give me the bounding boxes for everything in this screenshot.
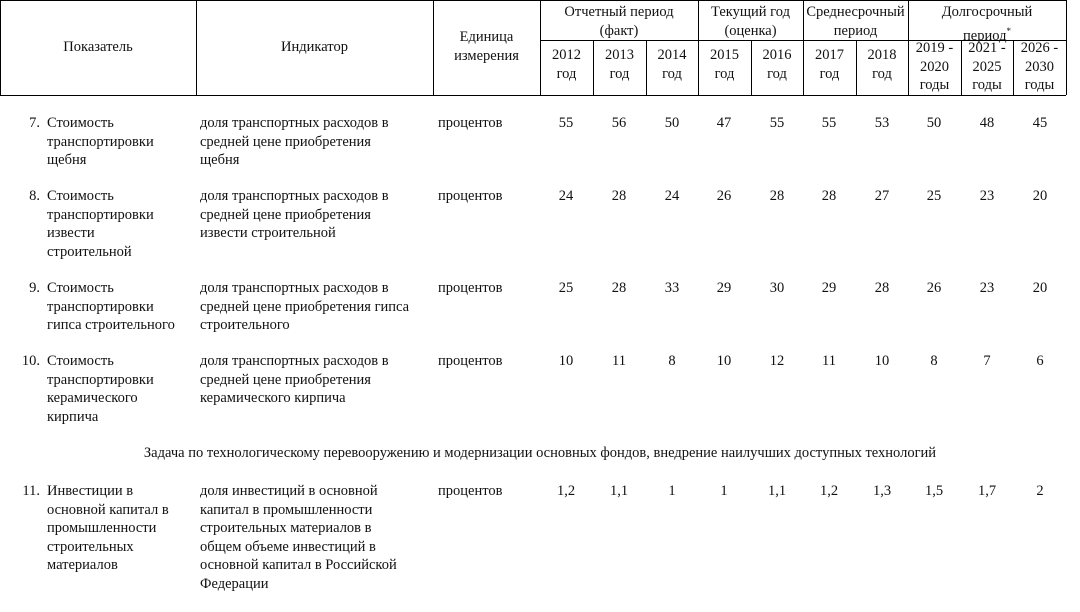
row-indicator-line: капитал в промышленности [200, 501, 373, 518]
row-indicator-line: средней цене приобретения [200, 371, 371, 388]
header-group-line1: Долгосрочный [941, 4, 1033, 20]
row-name-line: Стоимость [47, 353, 114, 369]
header-group-current [698, 3, 803, 40]
header-year-top: 2013 [605, 47, 634, 63]
row-value: 8 [668, 353, 676, 369]
row-unit: процентов [438, 188, 503, 204]
header-year-bottom: год [609, 65, 630, 82]
row-value: 25 [558, 280, 574, 296]
row-name [47, 482, 169, 575]
row-value: 48 [979, 115, 995, 131]
row-name [47, 279, 175, 335]
header-top-border [0, 0, 1066, 1]
row-name-line: промышленности [47, 520, 157, 536]
row-value: 47 [716, 115, 732, 131]
row-name [47, 187, 154, 261]
row-value: 24 [558, 188, 574, 204]
row-value: 25 [926, 188, 942, 204]
row-value: 26 [926, 280, 942, 296]
header-year-bottom: год [819, 65, 840, 82]
row-value: 53 [874, 115, 890, 131]
header-group-actual [540, 3, 698, 40]
header-indicator-name: Показатель [63, 39, 133, 55]
row-value: 27 [874, 188, 890, 204]
header-group-line2: (оценка) [724, 22, 777, 39]
row-name-line: Стоимость [47, 280, 114, 296]
row-indicator [200, 187, 389, 243]
row-name [47, 114, 154, 170]
header-year-mid: 2020 [920, 58, 949, 75]
row-name-line: извести [47, 225, 95, 241]
header-year-top: 2026 - [1020, 40, 1059, 56]
header-unit-line1: Единица [459, 29, 514, 45]
row-value: 2 [1036, 483, 1044, 499]
row-name-line: транспортировки [47, 371, 154, 388]
row-value: 28 [821, 188, 837, 204]
vline [1066, 0, 1067, 95]
row-unit: процентов [438, 483, 503, 499]
row-indicator [200, 352, 389, 408]
row-indicator [200, 114, 389, 170]
header-year-bottom: годы [972, 77, 1002, 93]
row-value: 11 [612, 353, 626, 369]
row-value: 23 [979, 188, 995, 204]
header-group-line2: период [833, 22, 878, 39]
row-indicator-line: строительных материалов в [200, 520, 372, 536]
row-value: 12 [769, 353, 785, 369]
row-name-line: Стоимость [47, 115, 114, 131]
row-number: 7. [29, 115, 40, 131]
row-value: 8 [930, 353, 938, 369]
row-name-line: материалов [47, 557, 118, 573]
header-unit [433, 28, 540, 65]
row-value: 24 [664, 188, 680, 204]
row-value: 10 [874, 353, 890, 369]
row-number: 11. [22, 483, 40, 499]
header-group-midterm [803, 3, 908, 40]
header-year-cell [961, 39, 1013, 95]
header-unit-line2: измерения [454, 47, 519, 64]
row-indicator-line: керамического кирпича [200, 390, 346, 406]
row-indicator-line: доля транспортных расходов в [200, 353, 389, 369]
row-value: 1,1 [767, 483, 787, 499]
row-value: 6 [1036, 353, 1044, 369]
header-year-top: 2018 [867, 47, 897, 63]
header-indicator: Индикатор [281, 39, 348, 55]
row-indicator-line: доля транспортных расходов в [200, 188, 389, 204]
row-indicator [200, 279, 409, 335]
row-value: 28 [611, 280, 627, 296]
row-value: 10 [558, 353, 574, 369]
header-year-top: 2016 [762, 47, 792, 63]
header-year-bottom: год [767, 65, 787, 82]
row-name-line: транспортировки [47, 298, 154, 315]
header-year-mid: 2030 [1025, 58, 1054, 75]
row-value: 1,2 [819, 483, 839, 499]
row-name [47, 352, 154, 426]
row-value: 56 [611, 115, 627, 131]
row-name-line: транспортировки [47, 206, 154, 223]
table-header [0, 0, 1080, 95]
section-title: Задача по технологическому перевооружению и модернизации основных фондов, внедрение наилучших доступных технологий [143, 445, 937, 461]
row-value: 50 [664, 115, 680, 131]
row-name-line: Стоимость [47, 188, 114, 204]
row-value: 29 [716, 280, 732, 296]
row-value: 33 [664, 280, 680, 296]
row-name-line: строительной [47, 243, 132, 260]
row-name-line: основной капитал в [47, 501, 169, 518]
row-value: 29 [821, 280, 837, 296]
row-number: 8. [29, 188, 40, 204]
header-year-cell [908, 39, 961, 95]
row-value: 1,2 [556, 483, 576, 499]
row-indicator-line: общем объеме инвестиций в [200, 538, 376, 555]
row-value: 1 [720, 483, 728, 499]
row-value: 50 [926, 115, 942, 131]
row-value: 7 [983, 353, 991, 369]
row-indicator-line: основной капитал в Российской [200, 557, 397, 573]
header-group-line1: Отчетный период [564, 4, 674, 20]
header-year-bottom: год [662, 65, 682, 82]
row-name-line: керамического [47, 390, 138, 406]
header-year-top: 2014 [657, 47, 687, 63]
header-year-cell [856, 46, 908, 83]
header-year-cell [751, 46, 803, 83]
row-name-line: гипса строительного [47, 317, 175, 333]
row-indicator-line: щебня [200, 152, 240, 168]
row-value: 11 [822, 353, 836, 369]
header-year-mid: 2025 [972, 58, 1002, 75]
row-value: 1,3 [872, 483, 892, 499]
row-value: 1,1 [609, 483, 629, 499]
header-year-cell [646, 46, 698, 83]
row-name-line: строительных [47, 538, 134, 555]
row-value: 1 [668, 483, 676, 499]
row-value: 55 [558, 115, 574, 131]
row-unit: процентов [438, 280, 503, 296]
header-year-bottom: год [872, 65, 892, 82]
header-year-bottom: год [714, 65, 735, 82]
header-year-top: 2015 [710, 47, 739, 63]
row-value: 20 [1032, 280, 1048, 296]
header-year-bottom: год [556, 65, 577, 82]
row-value: 1,7 [977, 483, 997, 499]
header-year-cell [803, 46, 856, 83]
row-indicator-line: Федерации [200, 575, 269, 592]
header-year-cell [593, 46, 646, 83]
row-indicator-line: извести строительной [200, 225, 336, 241]
row-value: 20 [1032, 188, 1048, 204]
header-year-cell [1013, 39, 1066, 95]
row-indicator-line: доля инвестиций в основной [200, 483, 378, 499]
row-value: 28 [874, 280, 890, 296]
header-group-line1: Текущий год [711, 4, 790, 20]
header-year-cell [698, 46, 751, 83]
row-value: 55 [821, 115, 837, 131]
header-group-line2: (факт) [599, 22, 639, 39]
row-value: 10 [716, 353, 732, 369]
footnote-mark: * [1006, 25, 1011, 36]
header-year-top: 2017 [815, 47, 844, 63]
row-value: 1,5 [924, 483, 944, 499]
row-number: 10. [21, 353, 40, 369]
row-indicator-line: доля транспортных расходов в [200, 115, 389, 131]
row-name-line: Инвестиции в [47, 483, 134, 499]
row-value: 23 [979, 280, 995, 296]
row-value: 55 [769, 115, 785, 131]
row-indicator-line: доля транспортных расходов в [200, 280, 389, 296]
header-year-top: 2021 - [968, 40, 1006, 56]
row-value: 26 [716, 188, 732, 204]
row-indicator-line: средней цене приобретения [200, 133, 371, 150]
header-year-bottom: годы [1024, 77, 1055, 93]
row-indicator-line: средней цене приобретения гипса [200, 298, 410, 315]
row-name-line: щебня [47, 152, 87, 168]
row-unit: процентов [438, 115, 503, 131]
header-year-top: 2019 - [915, 40, 954, 56]
row-value: 45 [1032, 115, 1048, 131]
row-indicator [200, 482, 397, 593]
row-value: 28 [611, 188, 627, 204]
header-group-line1: Среднесрочный [806, 4, 905, 20]
header-group-line2-text: период [963, 27, 1007, 44]
row-indicator-line: строительного [200, 317, 290, 333]
header-bottom-border [0, 95, 1066, 96]
row-value: 28 [769, 188, 785, 204]
header-year-top: 2012 [552, 47, 581, 63]
header-year-cell [540, 46, 593, 83]
row-name-line: кирпича [47, 408, 99, 425]
row-name-line: транспортировки [47, 133, 154, 150]
header-year-bottom: годы [919, 77, 950, 93]
row-unit: процентов [438, 353, 503, 369]
row-indicator-line: средней цене приобретения [200, 206, 371, 223]
row-number: 9. [29, 280, 40, 296]
row-value: 30 [769, 280, 785, 296]
